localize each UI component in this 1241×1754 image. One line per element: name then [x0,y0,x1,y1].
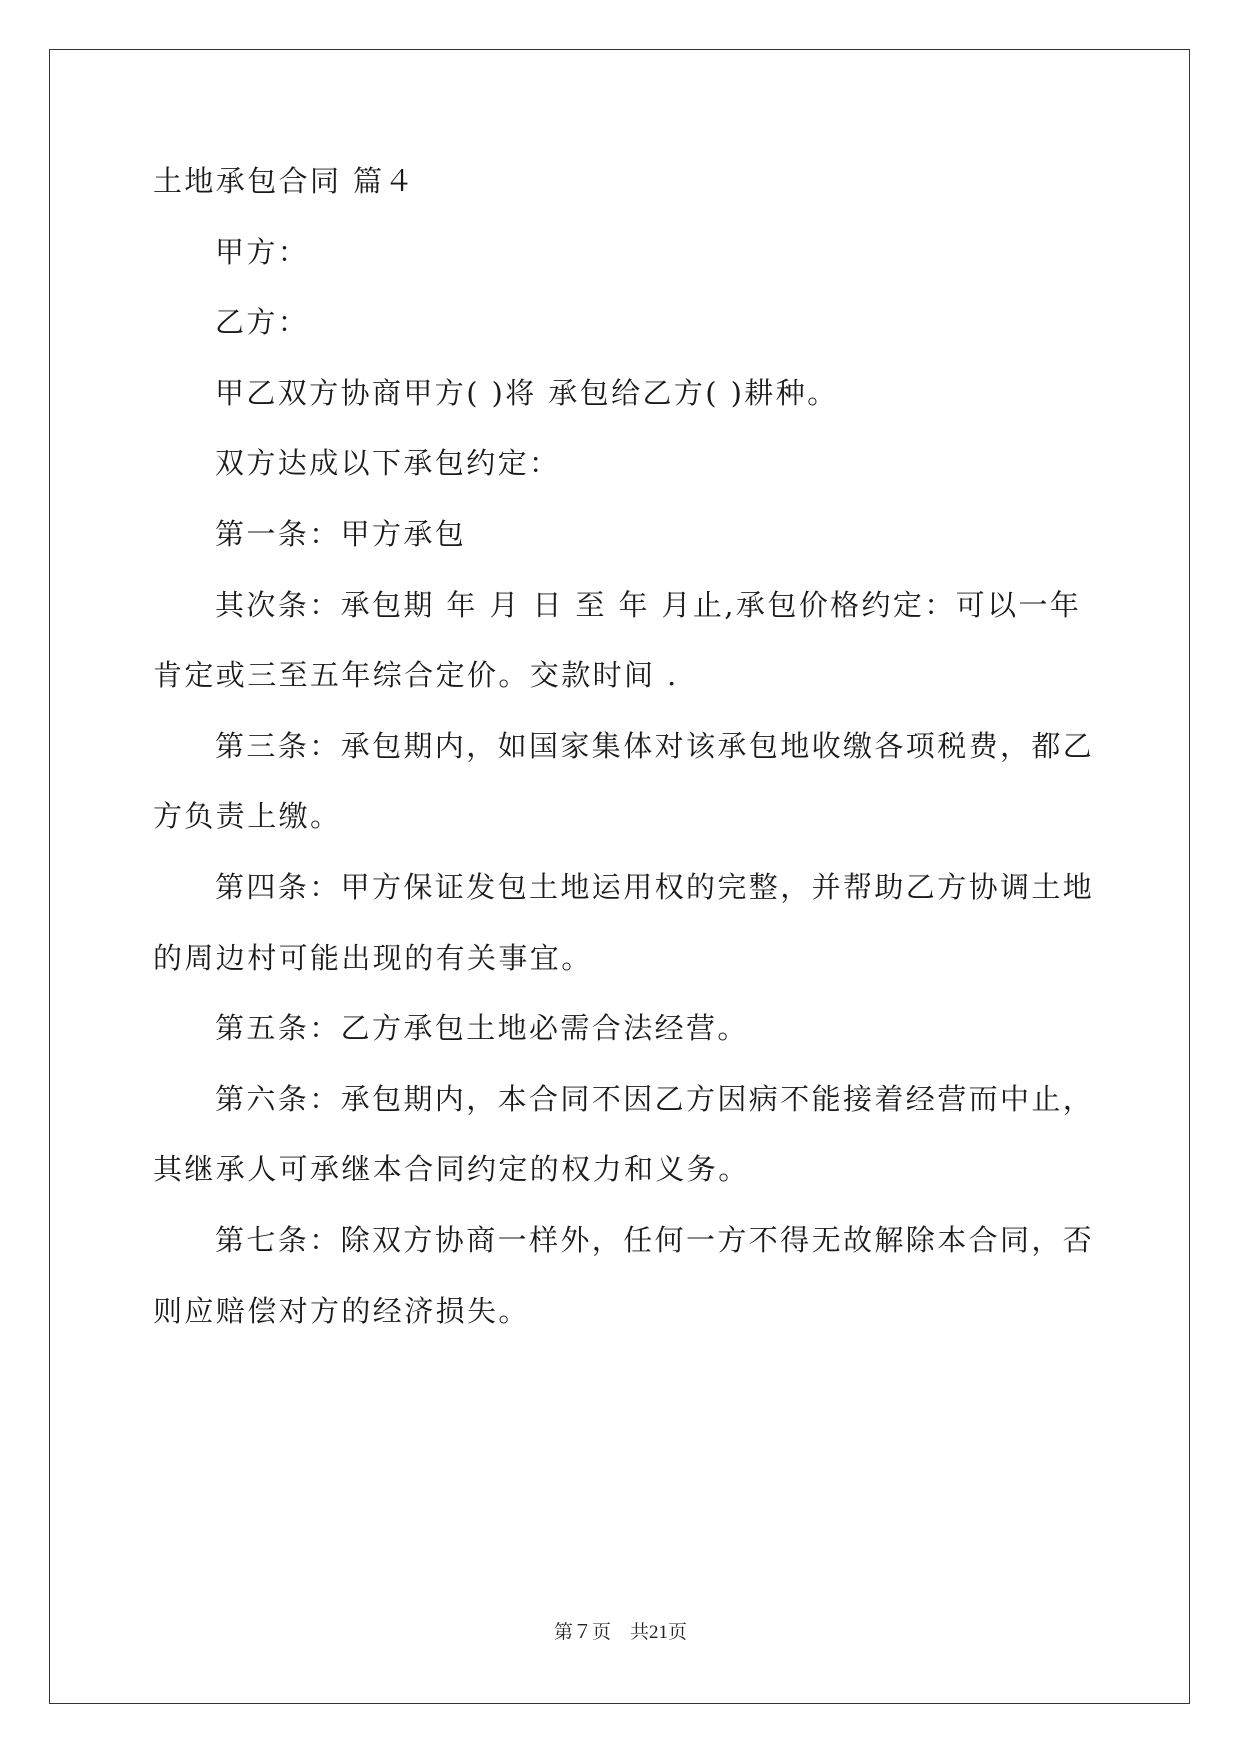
article-4-line-2: 的周边村可能出现的有关事宜。 [153,941,593,975]
party-a-line: 甲方： [215,235,310,269]
article-6-line-2: 其继承人可承继本合同约定的权力和义务。 [153,1152,750,1186]
page-number: 第７页 共21页 [553,1622,687,1643]
article-7-line-1: 第七条：除双方协商一样外，任何一方不得无故解除本合同，否 [215,1223,1095,1257]
party-b-line: 乙方： [215,305,310,339]
article-3-line-2: 方负责上缴。 [153,799,342,833]
article-1: 第一条：甲方承包 [215,517,467,551]
article-5: 第五条：乙方承包土地必需合法经营。 [215,1011,749,1045]
article-7-line-2: 则应赔偿对方的经济损失。 [153,1294,530,1328]
article-4-line-1: 第四条：甲方保证发包土地运用权的完整，并帮助乙方协调土地 [215,870,1095,904]
agreement-lead: 双方达成以下承包约定： [215,446,561,480]
article-2-line-2: 肯定或三至五年综合定价。交款时间 . [153,658,679,692]
article-6-line-1: 第六条：承包期内，本合同不因乙方因病不能接着经营而中止， [215,1082,1095,1116]
article-2-line-1: 其次条：承包期 年 月 日 至 年 月止,承包价格约定：可以一年 [215,588,1082,622]
intro-paragraph: 甲乙双方协商甲方( )将 承包给乙方( )耕种。 [215,376,839,410]
document-title: 土地承包合同 篇４ [153,164,416,198]
article-3-line-1: 第三条：承包期内，如国家集体对该承包地收缴各项税费，都乙 [215,729,1095,763]
